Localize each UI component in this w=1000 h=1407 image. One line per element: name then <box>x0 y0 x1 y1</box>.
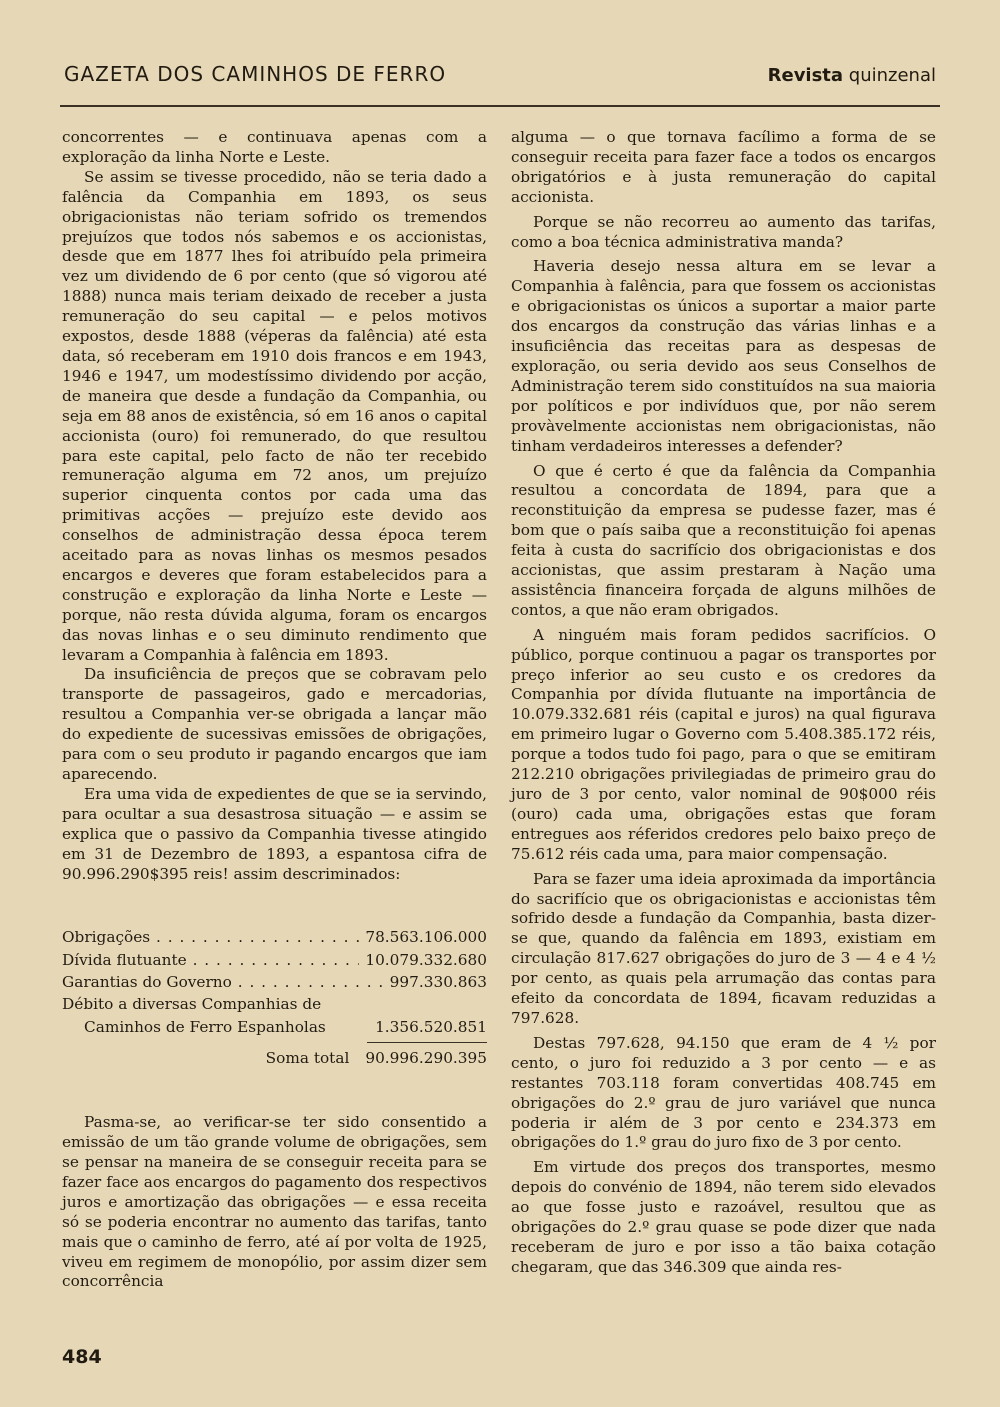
table-row <box>62 1016 487 1038</box>
row-value: 1.356.520.851 <box>375 1017 487 1036</box>
total-rule <box>367 1042 487 1043</box>
table-row <box>62 993 487 1015</box>
paragraph: O que é certo é que da falência da Companhia resultou a concordata de 1894, para que a reconstituição da empresa se pudesse fazer, mas é bom que o país saiba que a reconstituição foi apenas feita à custa do sacrifício dos obrigacionistas e dos accionistas, que assim prestaram à Nação uma assistência financeira forçada de alguns milhões de contos, a que não eram obrigados. <box>511 461 936 619</box>
table-row <box>62 926 487 948</box>
paragraph: Destas 797.628, 94.150 que eram de 4 ½ por cento, o juro foi reduzido a 3 por cento — e as restantes 703.118 foram convertidas 408.745 em obrigações do 2.º grau de juro variável que nunca poderia ir além de 3 por cento e 234.373 em obrigações do 1.º grau do juro fixo de 3 por cento. <box>511 1033 936 1152</box>
row-value: 997.330.863 <box>389 973 487 992</box>
paragraph: concorrentes — e continuava apenas com a exploração da linha Norte e Leste. <box>62 128 487 166</box>
liabilities-table <box>62 926 487 1069</box>
left-column <box>62 128 487 1292</box>
header-rule <box>60 105 940 107</box>
table-row <box>62 949 487 971</box>
row-label: Garantias do Governo . . . <box>62 971 384 993</box>
table-row <box>62 971 487 993</box>
paragraph: Para se fazer uma ideia aproximada da importância do sacrifício que os obrigacionistas e accionistas têm sofrido desde a fundação da Companhia, basta dizer-se que, quando da falência em 1893, existiam em circulação 817.627 obrigações do juro de 3 — 4 e 4 ½ por cento, as quais pela arrumação das contas para efeito da concordata de 1894, ficavam reduzidas a 797.628. <box>511 869 936 1027</box>
paragraph: Haveria desejo nessa altura em se levar a Companhia à falência, para que fossem os accionistas e obrigacionistas os únicos a suportar a maior parte dos encargos da construção das várias linhas e a insuficiência das receitas para as despesas de exploração, ou seria devido aos seus Conselhos de Administração terem sido constituídos na sua maioria por políticos e por indivíduos que, por não serem provàvelmente accionistas nem obrigacionistas, não tinham verdadeiros interesses a defender? <box>511 257 936 455</box>
page-header <box>64 62 936 98</box>
journal-title: GAZETA DOS CAMINHOS DE FERRO <box>64 62 447 86</box>
paragraph: Era uma vida de expedientes de que se ia servindo, para ocultar a sua desastrosa situação — e assim se explica que o passivo da Companhia tivesse atingido em 31 de Dezembro de 1893, a espantosa cifra de 90.996.290$395 reis! assim descriminados: <box>62 784 487 883</box>
total-row <box>62 1047 487 1069</box>
subtitle-rest: quinzenal <box>843 65 936 86</box>
subtitle-bold: Revista <box>767 65 844 86</box>
total-label: Soma total <box>265 1048 350 1067</box>
row-label: Débito a diversas Companhias de <box>62 995 322 1014</box>
total-value: 90.996.290.395 <box>365 1048 487 1067</box>
row-value: 78.563.106.000 <box>365 928 487 947</box>
page-number: 484 <box>62 1346 102 1368</box>
paragraph: A ninguém mais foram pedidos sacrifícios. O público, porque continuou a pagar os transportes por preço inferior ao seu custo e os credores da Companhia por dívida flutuante na importância de 10.079.332.681 réis (capital e juros) na qual figurava em primeiro lugar o Governo com 5.408.385.172 réis, porque a todos tudo foi pago, para o que se emitiram 212.210 obrigações privilegiadas de primeiro grau do juro de 3 por cento, valor nominal de 90$000 réis (ouro) cada uma, obrigações estas que foram entregues aos réferidos credores pelo baixo preço de 75.612 réis cada uma, para maior compensação. <box>511 625 936 863</box>
row-label: Dívida flutuante . . . <box>62 949 359 971</box>
paragraph: Porque se não recorreu ao aumento das tarifas, como a boa técnica administrativa manda? <box>511 212 936 251</box>
row-label: Caminhos de Ferro Espanholas <box>84 1017 326 1036</box>
journal-subtitle <box>768 65 936 86</box>
paragraph: Da insuficiência de preços que se cobravam pelo transporte de passageiros, gado e mercadorias, resultou a Companhia ver-se obrigada a lançar mão do expediente de sucessivas emissões de obrigações, para com o seu produto ir pagando encargos que iam aparecendo. <box>62 665 487 783</box>
paragraph: Se assim se tivesse procedido, não se teria dado a falência da Companhia em 1893, os seus obrigacionistas não teriam sofrido os tremendos prejuízos que todos nós sabemos e os accionistas, desde que em 1877 lhes foi atribuído pela primeira vez um dividendo de 6 por cento (que só vigorou até 1888) nunca mais teriam deixado de receber a justa remuneração do seu capital — e pelos motivos expostos, desde 1888 (véperas da falência) até esta data, só receberam em 1910 dois francos e em 1943, 1946 e 1947, um modestíssimo dividendo por acção, de maneira que desde a fundação da Companhia, ou seja em 88 anos de existência, só em 16 anos o capital accionista (ouro) foi remunerado, do que resultou para este capital, pelo facto de não ter recebido remuneração alguma em 72 anos, um prejuízo superior cinquenta contos por cada uma das primitivas acções — prejuízo este devido aos conselhos de administração dessa época terem aceitado para as novas linhas os mesmos pesados encargos e deveres que foram estabelecidos para a construção e exploração da linha Norte e Leste — porque, não resta dúvida alguma, foram os encargos das novas linhas e o seu diminuto rendimento que levaram a Companhia à falência em 1893. <box>62 167 487 664</box>
paragraph: Em virtude dos preços dos transportes, mesmo depois do convénio de 1894, não terem sido elevados ao que fosse justo e razoável, resultou que as obrigações do 2.º grau quase se pode dizer que nada receberam de juro e por isso a tão baixa cotação chegaram, que das 346.309 que ainda res- <box>511 1158 936 1276</box>
row-value: 10.079.332.680 <box>365 950 487 969</box>
row-label: Obrigações . . . <box>62 926 359 948</box>
paragraph: Pasma-se, ao verificar-se ter sido consentido a emissão de um tão grande volume de obrigações, sem se pensar na maneira de se conseguir receita para se fazer face aos encargos do pagamento dos respectivos juros e amortização das obrigações — e essa receita só se poderia encontrar no aumento das tarifas, tanto mais que o caminho de ferro, até aí por volta de 1925, viveu em regimem de monopólio, por assim dizer sem concorrência <box>62 1113 487 1291</box>
paragraph: alguma — o que tornava facílimo a forma de se conseguir receita para fazer face a todos os encargos obrigatórios e à justa remuneração do capital accionista. <box>511 128 936 206</box>
right-column <box>511 128 936 1278</box>
